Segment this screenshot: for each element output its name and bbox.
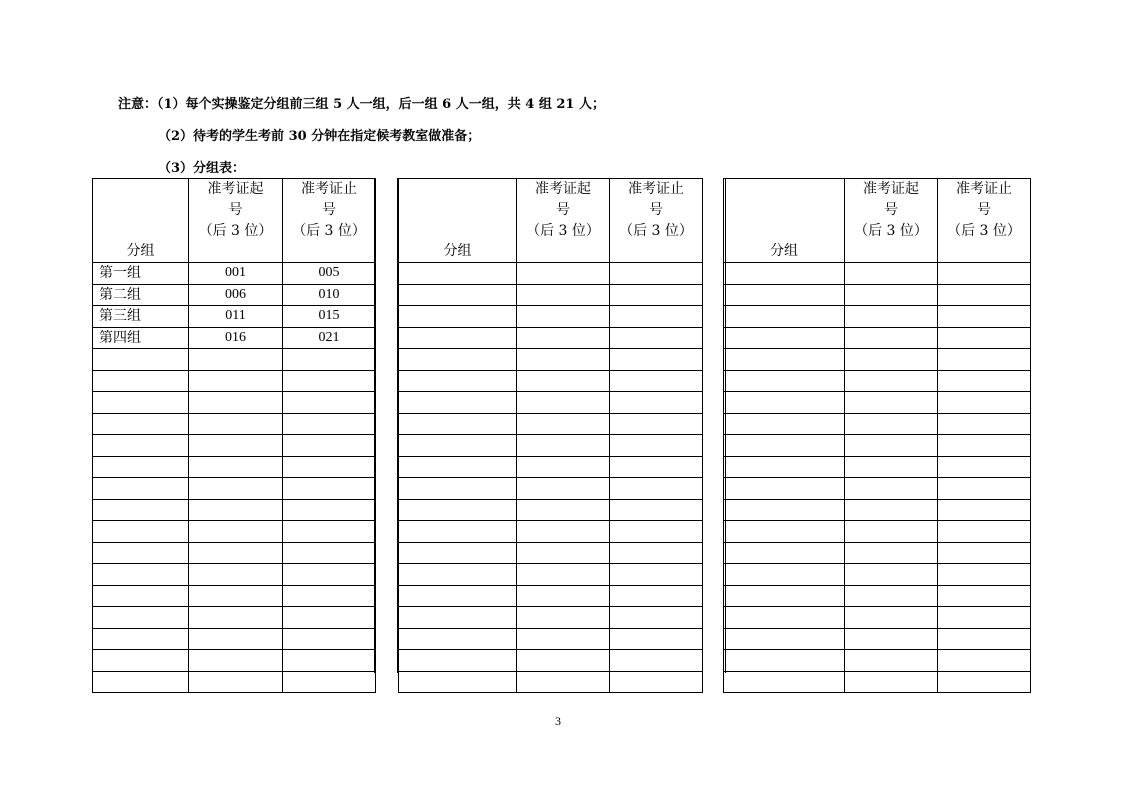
empty-cell [189,650,283,672]
empty-cell [724,263,845,285]
empty-cell [399,435,517,457]
empty-cell [399,392,517,414]
empty-cell [283,628,376,650]
empty-cell [724,435,845,457]
note-line-3: （3）分组表： [158,161,246,176]
empty-cell [724,392,845,414]
table-row [399,607,703,629]
empty-cell [845,284,938,306]
empty-cell [610,435,703,457]
table-row [93,671,376,693]
header-group: 分组 [93,179,189,263]
table-row [399,370,703,392]
empty-cell [845,499,938,521]
table-row [724,456,1031,478]
empty-cell [845,521,938,543]
empty-cell [938,263,1031,285]
header-group: 分组 [399,179,517,263]
empty-cell [399,542,517,564]
table-row [93,435,376,457]
empty-cell [724,456,845,478]
table-row [724,435,1031,457]
empty-cell [283,478,376,500]
empty-cell [399,370,517,392]
table-row [399,263,703,285]
table-row [399,349,703,371]
empty-cell [517,370,610,392]
table-row [724,327,1031,349]
empty-cell [845,392,938,414]
note-line-1: 注意：（1）每个实操鉴定分组前三组 5 人一组，后一组 6 人一组，共 4 组 21 人； [118,97,605,112]
empty-cell [93,628,189,650]
empty-cell [610,585,703,607]
empty-cell [610,370,703,392]
empty-cell [724,542,845,564]
empty-cell [189,456,283,478]
empty-cell [845,671,938,693]
empty-cell [517,585,610,607]
empty-cell [610,564,703,586]
empty-cell [189,542,283,564]
empty-cell [938,607,1031,629]
empty-cell [517,263,610,285]
empty-cell [845,413,938,435]
table-row [724,499,1031,521]
empty-cell [845,564,938,586]
empty-cell [517,478,610,500]
empty-cell [845,370,938,392]
empty-cell [93,671,189,693]
empty-cell [399,499,517,521]
empty-cell [845,263,938,285]
table-row [724,413,1031,435]
empty-cell [610,542,703,564]
empty-cell [189,435,283,457]
empty-cell [938,456,1031,478]
empty-cell [610,628,703,650]
table-row [724,671,1031,693]
empty-cell [724,671,845,693]
empty-cell [610,349,703,371]
empty-cell [517,650,610,672]
table-row [399,671,703,693]
empty-cell [399,607,517,629]
group-table-2 [398,178,703,693]
empty-cell [610,671,703,693]
end-no: 010 [283,284,376,306]
empty-cell [399,478,517,500]
empty-cell [399,521,517,543]
empty-cell [938,478,1031,500]
empty-cell [189,671,283,693]
empty-cell [517,284,610,306]
empty-cell [189,607,283,629]
table-row [399,650,703,672]
empty-cell [399,585,517,607]
empty-cell [399,284,517,306]
empty-cell [189,370,283,392]
empty-cell [938,413,1031,435]
group-name: 第四组 [93,327,189,349]
table-row [724,349,1031,371]
table-row [724,564,1031,586]
empty-cell [93,413,189,435]
empty-cell [283,650,376,672]
empty-cell [938,521,1031,543]
start-no: 011 [189,306,283,328]
empty-cell [517,327,610,349]
group-table-1 [92,178,376,693]
empty-cell [724,650,845,672]
empty-cell [845,650,938,672]
empty-cell [517,349,610,371]
empty-cell [724,349,845,371]
empty-cell [517,607,610,629]
empty-cell [93,564,189,586]
empty-cell [93,650,189,672]
table-row [93,564,376,586]
table-row [399,542,703,564]
empty-cell [93,349,189,371]
header-end-no: 准考证止 号 （后 3 位） [610,179,703,263]
empty-cell [845,585,938,607]
table-row [93,349,376,371]
empty-cell [724,521,845,543]
empty-cell [610,478,703,500]
table-row [724,628,1031,650]
empty-cell [399,628,517,650]
empty-cell [938,542,1031,564]
table-row [399,306,703,328]
table-row [399,413,703,435]
empty-cell [724,327,845,349]
empty-cell [517,435,610,457]
empty-cell [399,456,517,478]
table-row [399,585,703,607]
empty-cell [938,284,1031,306]
empty-cell [845,306,938,328]
empty-cell [724,478,845,500]
empty-cell [938,370,1031,392]
table-row [93,392,376,414]
group-name: 第二组 [93,284,189,306]
empty-cell [399,306,517,328]
table-row [93,585,376,607]
table-row [93,284,376,306]
empty-cell [938,392,1031,414]
header-start-no: 准考证起 号 （后 3 位） [517,179,610,263]
table-row [93,456,376,478]
table-row [724,542,1031,564]
empty-cell [610,456,703,478]
empty-cell [189,521,283,543]
empty-cell [610,499,703,521]
empty-cell [399,263,517,285]
table-row [93,263,376,285]
header-start-no: 准考证起 号 （后 3 位） [845,179,938,263]
group-name: 第一组 [93,263,189,285]
empty-cell [93,392,189,414]
page-number: 3 [555,714,561,728]
start-no: 006 [189,284,283,306]
table-row [93,499,376,521]
table-separator [374,178,398,673]
empty-cell [724,585,845,607]
group-table-3 [723,178,1031,693]
empty-cell [517,671,610,693]
table-row [93,413,376,435]
header-end-no: 准考证止 号 （后 3 位） [283,179,376,263]
empty-cell [724,607,845,629]
empty-cell [938,306,1031,328]
table-row [93,478,376,500]
empty-cell [93,499,189,521]
empty-cell [189,413,283,435]
empty-cell [189,585,283,607]
table-row [399,435,703,457]
empty-cell [189,478,283,500]
table-row [399,499,703,521]
table-row [724,370,1031,392]
empty-cell [610,284,703,306]
empty-cell [724,499,845,521]
empty-cell [724,628,845,650]
empty-cell [93,370,189,392]
table-row [399,478,703,500]
empty-cell [610,607,703,629]
empty-cell [93,542,189,564]
empty-cell [517,542,610,564]
empty-cell [938,564,1031,586]
empty-cell [517,521,610,543]
empty-cell [938,628,1031,650]
empty-cell [517,306,610,328]
empty-cell [283,499,376,521]
empty-cell [399,327,517,349]
table-row [93,650,376,672]
empty-cell [845,435,938,457]
empty-cell [517,456,610,478]
empty-cell [845,456,938,478]
empty-cell [610,392,703,414]
empty-cell [93,521,189,543]
empty-cell [283,564,376,586]
empty-cell [938,349,1031,371]
table-row [93,306,376,328]
table-row [724,284,1031,306]
empty-cell [724,564,845,586]
empty-cell [938,499,1031,521]
table-row [724,521,1031,543]
empty-cell [283,435,376,457]
empty-cell [845,607,938,629]
table-row [724,585,1031,607]
empty-cell [283,413,376,435]
empty-cell [845,542,938,564]
empty-cell [610,263,703,285]
empty-cell [610,306,703,328]
empty-cell [845,478,938,500]
table-row [724,478,1031,500]
end-no: 005 [283,263,376,285]
empty-cell [189,499,283,521]
end-no: 021 [283,327,376,349]
empty-cell [283,542,376,564]
empty-cell [938,585,1031,607]
start-no: 016 [189,327,283,349]
end-no: 015 [283,306,376,328]
empty-cell [845,327,938,349]
table-row [93,607,376,629]
empty-cell [93,435,189,457]
empty-cell [93,607,189,629]
table-row [724,607,1031,629]
empty-cell [845,349,938,371]
empty-cell [93,585,189,607]
table-row [399,456,703,478]
group-name: 第三组 [93,306,189,328]
empty-cell [610,521,703,543]
table-row [724,392,1031,414]
empty-cell [517,392,610,414]
table-row [399,564,703,586]
empty-cell [938,671,1031,693]
empty-cell [189,564,283,586]
table-row [399,284,703,306]
table-row [724,650,1031,672]
table-row [399,327,703,349]
empty-cell [283,671,376,693]
empty-cell [724,306,845,328]
empty-cell [938,327,1031,349]
empty-cell [517,413,610,435]
empty-cell [93,478,189,500]
table-row [93,521,376,543]
header-end-no: 准考证止 号 （后 3 位） [938,179,1031,263]
empty-cell [93,456,189,478]
table-row [724,263,1031,285]
empty-cell [283,349,376,371]
empty-cell [189,628,283,650]
empty-cell [724,284,845,306]
table-row [399,521,703,543]
empty-cell [938,650,1031,672]
empty-cell [399,671,517,693]
empty-cell [517,628,610,650]
empty-cell [610,650,703,672]
empty-cell [517,564,610,586]
header-group: 分组 [724,179,845,263]
empty-cell [283,585,376,607]
empty-cell [845,628,938,650]
empty-cell [724,413,845,435]
table-row [399,392,703,414]
empty-cell [610,413,703,435]
table-row [399,628,703,650]
empty-cell [610,327,703,349]
note-line-2: （2）待考的学生考前 30 分钟在指定候考教室做准备； [158,129,481,144]
empty-cell [283,370,376,392]
empty-cell [399,413,517,435]
table-row [93,327,376,349]
empty-cell [283,521,376,543]
empty-cell [189,392,283,414]
empty-cell [283,456,376,478]
empty-cell [399,564,517,586]
table-row [93,628,376,650]
empty-cell [938,435,1031,457]
empty-cell [189,349,283,371]
empty-cell [283,392,376,414]
table-row [93,370,376,392]
start-no: 001 [189,263,283,285]
table-row [724,306,1031,328]
empty-cell [399,650,517,672]
empty-cell [517,499,610,521]
empty-cell [724,370,845,392]
empty-cell [399,349,517,371]
empty-cell [283,607,376,629]
table-row [93,542,376,564]
header-start-no: 准考证起 号 （后 3 位） [189,179,283,263]
